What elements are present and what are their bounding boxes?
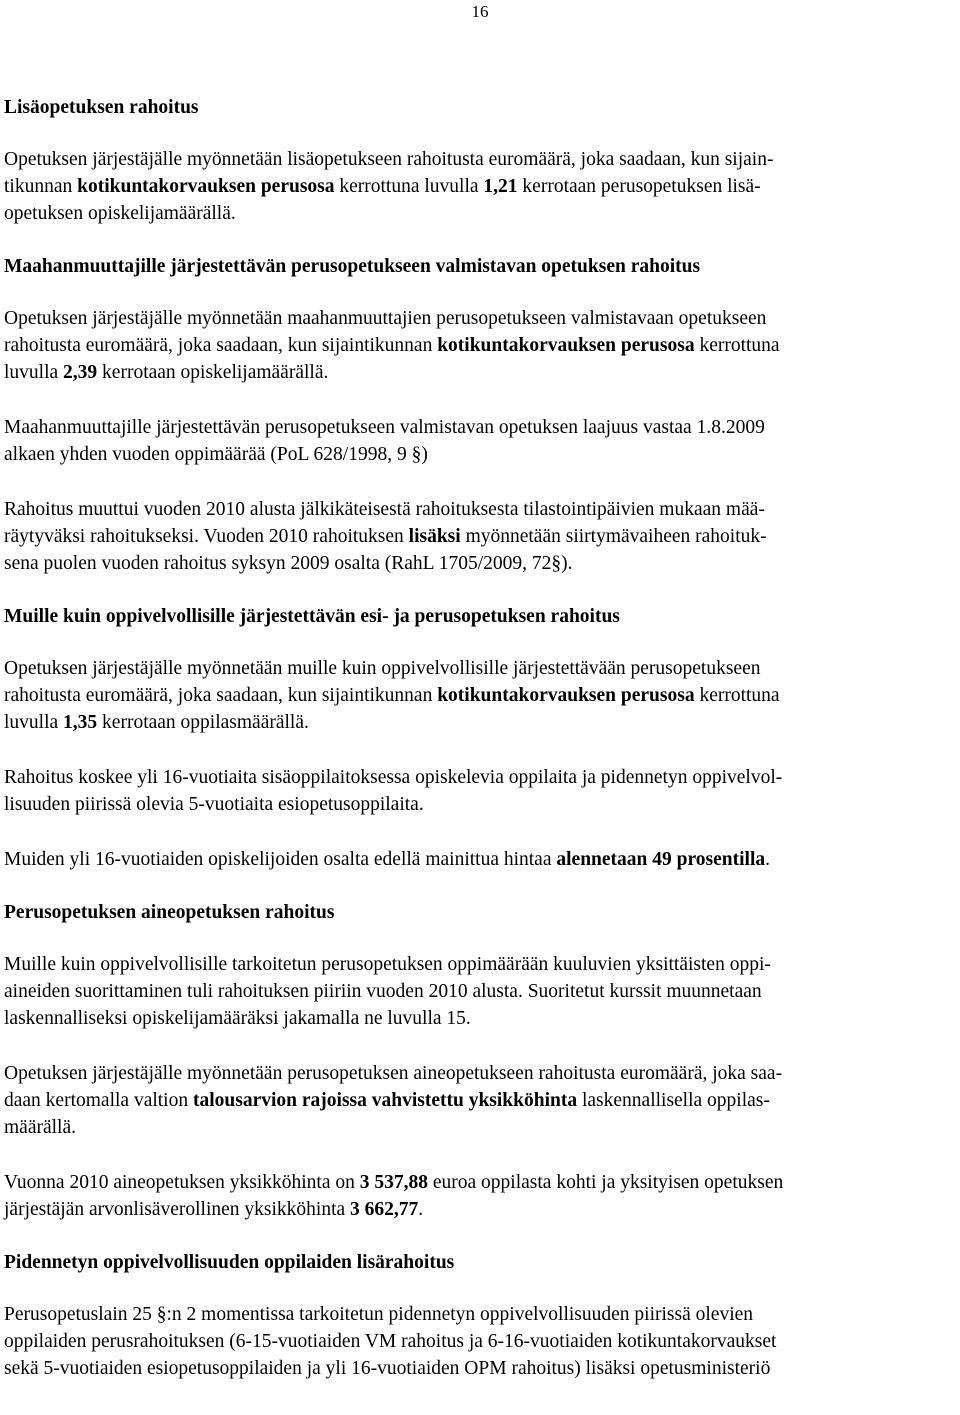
- paragraph: [4, 1301, 956, 1382]
- text-run: Opetuksen järjestäjälle myönnetään perusopetuksen aineopetukseen rahoitusta euromäärä, joka saa-: [4, 1063, 783, 1084]
- bold-text: lisäksi: [408, 526, 461, 547]
- spacer: [4, 818, 956, 846]
- text-run: Muiden yli 16-vuotiaiden opiskelijoiden osalta edellä mainittua hintaa: [4, 849, 557, 870]
- text-run: luvulla: [4, 362, 64, 383]
- page-number: 16: [471, 2, 489, 21]
- paragraph: [4, 1169, 956, 1223]
- section-heading: Maahanmuuttajille järjestettävän perusopetukseen valmistavan opetuksen rahoitus: [4, 256, 701, 277]
- bold-text: 1,21: [483, 176, 518, 197]
- text-run: sekä 5-vuotiaiden esiopetusoppilaiden ja yli 16-vuotiaiden OPM rahoitus) lisäksi opetusministeriö: [4, 1358, 771, 1379]
- spacer: [4, 1276, 956, 1301]
- text-run: opetuksen opiskelijamäärällä.: [4, 203, 236, 224]
- text-run: kerrottuna: [694, 685, 780, 706]
- text-run: daan kertomalla valtion: [4, 1090, 193, 1111]
- paragraph: [4, 764, 956, 818]
- paragraph: [4, 846, 956, 873]
- spacer: [4, 873, 956, 899]
- text-run: kerrotaan opiskelijamäärällä.: [97, 362, 329, 383]
- bold-text: 3 662,77: [350, 1199, 419, 1220]
- text-run: rahoitusta euromäärä, joka saadaan, kun sijaintikunnan: [4, 685, 438, 706]
- text-run: Maahanmuuttajille järjestettävän perusopetukseen valmistavan opetuksen laajuus vastaa 1.8.2009: [4, 417, 765, 438]
- spacer: [4, 926, 956, 951]
- spacer: [4, 1032, 956, 1060]
- spacer: [4, 1223, 956, 1249]
- text-run: Perusopetuslain 25 §:n 2 momentissa tarkoitetun pidennetyn oppivelvollisuuden piirissä olevien: [4, 1304, 754, 1325]
- bold-text: kotikuntakorvauksen perusosa: [437, 335, 695, 356]
- bold-text: kotikuntakorvauksen perusosa: [437, 685, 695, 706]
- spacer: [4, 386, 956, 414]
- text-run: Opetuksen järjestäjälle myönnetään muille kuin oppivelvollisille järjestettävään perusopetukseen: [4, 658, 761, 679]
- text-run: rahoitusta euromäärä, joka saadaan, kun sijaintikunnan: [4, 335, 438, 356]
- text-run: kerrotaan oppilasmäärällä.: [97, 712, 309, 733]
- spacer: [4, 577, 956, 603]
- text-run: Rahoitus koskee yli 16-vuotiaita sisäoppilaitoksessa opiskelevia oppilaita ja pidennetyn oppivelvol-: [4, 767, 783, 788]
- bold-text: 1,35: [63, 712, 98, 733]
- document-body: [4, 94, 956, 1382]
- text-run: sena puolen vuoden rahoitus syksyn 2009 osalta (RahL 1705/2009, 72§).: [4, 553, 573, 574]
- spacer: [4, 121, 956, 146]
- paragraph: [4, 414, 956, 468]
- bold-text: kotikuntakorvauksen perusosa: [77, 176, 335, 197]
- spacer: [4, 1141, 956, 1169]
- section-heading: Muille kuin oppivelvollisille järjestettävän esi- ja perusopetuksen rahoitus: [4, 606, 620, 627]
- text-run: Muille kuin oppivelvollisille tarkoitetun perusopetuksen oppimäärään kuuluvien yksittäisten oppi-: [4, 954, 771, 975]
- section-heading: Pidennetyn oppivelvollisuuden oppilaiden lisärahoitus: [4, 1252, 455, 1273]
- text-run: oppilaiden perusrahoituksen (6-15-vuotiaiden VM rahoitus ja 6-16-vuotiaiden kotikuntakorvaukset: [4, 1331, 777, 1352]
- text-run: Opetuksen järjestäjälle myönnetään maahanmuuttajien perusopetukseen valmistavaan opetukseen: [4, 308, 767, 329]
- paragraph: [4, 305, 956, 386]
- paragraph: [4, 1060, 956, 1141]
- bold-text: 3 537,88: [359, 1172, 428, 1193]
- text-run: kerrottuna luvulla: [334, 176, 484, 197]
- paragraph: [4, 146, 956, 227]
- text-run: .: [765, 849, 770, 870]
- text-run: lisuuden piirissä olevia 5-vuotiaita esiopetusoppilaita.: [4, 794, 424, 815]
- paragraph: [4, 496, 956, 577]
- spacer: [4, 468, 956, 496]
- text-run: luvulla: [4, 712, 64, 733]
- text-run: laskennallisella oppilas-: [577, 1090, 770, 1111]
- bold-text: talousarvion rajoissa vahvistettu yksikköhinta: [192, 1090, 578, 1111]
- text-run: tikunnan: [4, 176, 78, 197]
- bold-text: alennetaan 49 prosentilla: [556, 849, 766, 870]
- text-run: kerrotaan perusopetuksen lisä-: [517, 176, 761, 197]
- section-heading: Lisäopetuksen rahoitus: [4, 97, 199, 118]
- paragraph: [4, 951, 956, 1032]
- text-run: määrällä.: [4, 1117, 76, 1138]
- text-run: järjestäjän arvonlisäverollinen yksikköhinta: [4, 1199, 351, 1220]
- section-heading: Perusopetuksen aineopetuksen rahoitus: [4, 902, 335, 923]
- text-run: myönnetään siirtymävaiheen rahoituk-: [460, 526, 767, 547]
- text-run: alkaen yhden vuoden oppimäärää (PoL 628/1998, 9 §): [4, 444, 428, 465]
- text-run: räytyväksi rahoitukseksi. Vuoden 2010 rahoituksen: [4, 526, 409, 547]
- text-run: Vuonna 2010 aineopetuksen yksikköhinta on: [4, 1172, 360, 1193]
- spacer: [4, 736, 956, 764]
- text-run: aineiden suorittaminen tuli rahoituksen piiriin vuoden 2010 alusta. Suoritetut kurssit muunnetaan: [4, 981, 762, 1002]
- text-run: kerrottuna: [694, 335, 780, 356]
- paragraph: [4, 655, 956, 736]
- text-run: euroa oppilasta kohti ja yksityisen opetuksen: [427, 1172, 784, 1193]
- bold-text: 2,39: [63, 362, 98, 383]
- text-run: Rahoitus muuttui vuoden 2010 alusta jälkikäteisestä rahoituksesta tilastointipäivien mukaan mää-: [4, 499, 765, 520]
- spacer: [4, 227, 956, 253]
- spacer: [4, 280, 956, 305]
- text-run: laskennalliseksi opiskelijamääräksi jakamalla ne luvulla 15.: [4, 1008, 471, 1029]
- spacer: [4, 630, 956, 655]
- text-run: Opetuksen järjestäjälle myönnetään lisäopetukseen rahoitusta euromäärä, joka saadaan, kun sijain-: [4, 149, 774, 170]
- text-run: .: [418, 1199, 424, 1220]
